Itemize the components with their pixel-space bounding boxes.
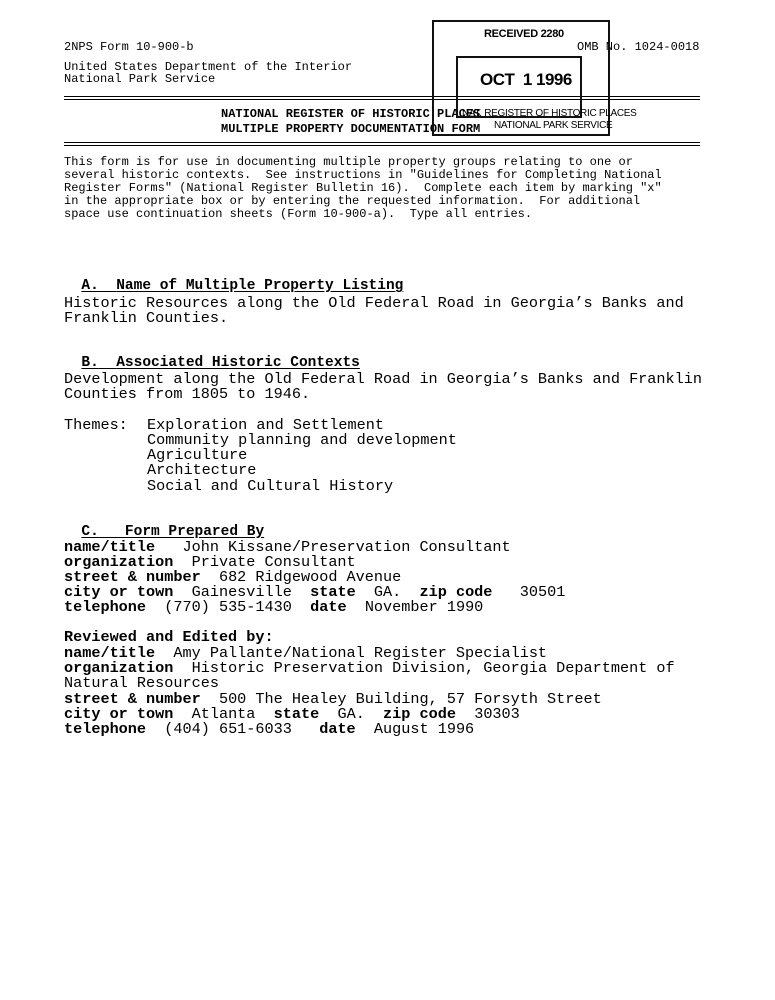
instructions-line: several historic contexts. See instructions in "Guidelines for Completing National	[64, 168, 662, 182]
stamp-org-line-2: NATIONAL PARK SERVICE	[494, 120, 613, 131]
preparer-name: John Kissane/Preservation Consultant	[182, 538, 511, 556]
preparer-city: Gainesville	[191, 583, 292, 601]
preparer-phone-row	[64, 600, 483, 616]
telephone-label: telephone	[64, 598, 147, 616]
section-c-title: Form Prepared By	[124, 524, 265, 540]
state-label: state	[310, 583, 356, 601]
date-label: date	[310, 598, 347, 616]
header-rule-bottom	[64, 142, 700, 146]
zip-label: zip code	[383, 705, 456, 723]
section-a-title: Name of Multiple Property Listing	[116, 278, 404, 294]
zip-label: zip code	[419, 583, 493, 601]
section-b-text-line-2: Counties from 1805 to 1946.	[64, 385, 311, 403]
stamp-received: RECEIVED 2280	[484, 28, 564, 40]
agency-line-1: United States Department of the Interior	[64, 60, 353, 74]
section-b-text-line-1: Development along the Old Federal Road in Georgia’s Banks and Franklin	[64, 370, 702, 388]
theme-item: Architecture	[147, 461, 257, 479]
reviewer-name: Amy Pallante/National Register Specialist	[173, 644, 548, 662]
name-title-label: name/title	[64, 644, 156, 662]
organization-label: organization	[64, 553, 174, 571]
instructions-line: This form is for use in documenting multiple property groups relating to one or	[64, 155, 633, 169]
section-b-letter: B.	[81, 355, 99, 371]
state-label: state	[273, 705, 320, 723]
omb-number: OMB No. 1024-0018	[577, 40, 700, 54]
theme-item: Community planning and development	[147, 431, 457, 449]
section-a-text-line-1: Historic Resources along the Old Federal Road in Georgia’s Banks and	[64, 294, 684, 312]
instructions-line: Register Forms" (National Register Bulletin 16). Complete each item by marking "x"	[64, 181, 662, 195]
reviewer-phone-row	[64, 722, 474, 738]
theme-item: Agriculture	[147, 446, 248, 464]
section-a-letter: A.	[81, 278, 99, 294]
reviewer-date: August 1996	[373, 720, 475, 738]
section-a-heading	[64, 264, 403, 294]
instructions-line: space use continuation sheets (Form 10-900-a). Type all entries.	[64, 207, 533, 221]
form-number: 2NPS Form 10-900-b	[64, 40, 194, 54]
street-label: street & number	[64, 690, 201, 708]
section-c-heading	[64, 510, 264, 540]
form-title-line-2: MULTIPLE PROPERTY DOCUMENTATION FORM	[221, 122, 481, 136]
section-b-title: Associated Historic Contexts	[116, 355, 360, 371]
form-title-line-1: NATIONAL REGISTER OF HISTORIC PLACES	[221, 107, 481, 121]
section-c-letter: C.	[81, 524, 99, 540]
city-label: city or town	[64, 583, 174, 601]
reviewer-org-row-2: Natural Resources	[64, 674, 219, 692]
preparer-date: November 1990	[364, 598, 484, 616]
reviewed-heading: Reviewed and Edited by:	[64, 628, 274, 646]
city-label: city or town	[64, 705, 174, 723]
received-stamp	[432, 20, 637, 136]
section-a-text-line-2: Franklin Counties.	[64, 309, 229, 327]
instructions-line: in the appropriate box or by entering the requested information. For additional	[64, 194, 641, 208]
preparer-zip: 30501	[519, 583, 566, 601]
preparer-state: GA.	[373, 583, 402, 601]
reviewer-organization: Historic Preservation Division, Georgia Department of	[191, 659, 675, 677]
reviewer-telephone: (404) 651-6033	[164, 720, 292, 738]
theme-item: Social and Cultural History	[147, 477, 394, 495]
preparer-telephone: (770) 535-1430	[164, 598, 292, 616]
preparer-organization: Private Consultant	[191, 553, 356, 571]
organization-label: organization	[64, 659, 174, 677]
name-title-label: name/title	[64, 538, 156, 556]
street-label: street & number	[64, 568, 201, 586]
agency-line-2: National Park Service	[64, 72, 216, 86]
stamp-org-line-1: NAT. REGISTER OF HISTORIC PLACES	[462, 108, 637, 119]
telephone-label: telephone	[64, 720, 147, 738]
theme-item: Exploration and Settlement	[147, 416, 384, 434]
themes-label: Themes:	[64, 416, 128, 434]
reviewer-street: 500 The Healey Building, 57 Forsyth Street	[218, 690, 602, 708]
date-label: date	[319, 720, 356, 738]
preparer-street: 682 Ridgewood Avenue	[218, 568, 402, 586]
reviewer-state: GA.	[337, 705, 365, 723]
reviewer-city: Atlanta	[191, 705, 256, 723]
reviewer-zip: 30303	[474, 705, 520, 723]
section-b-heading	[64, 341, 360, 371]
stamp-date: OCT 1 1996	[480, 70, 572, 89]
